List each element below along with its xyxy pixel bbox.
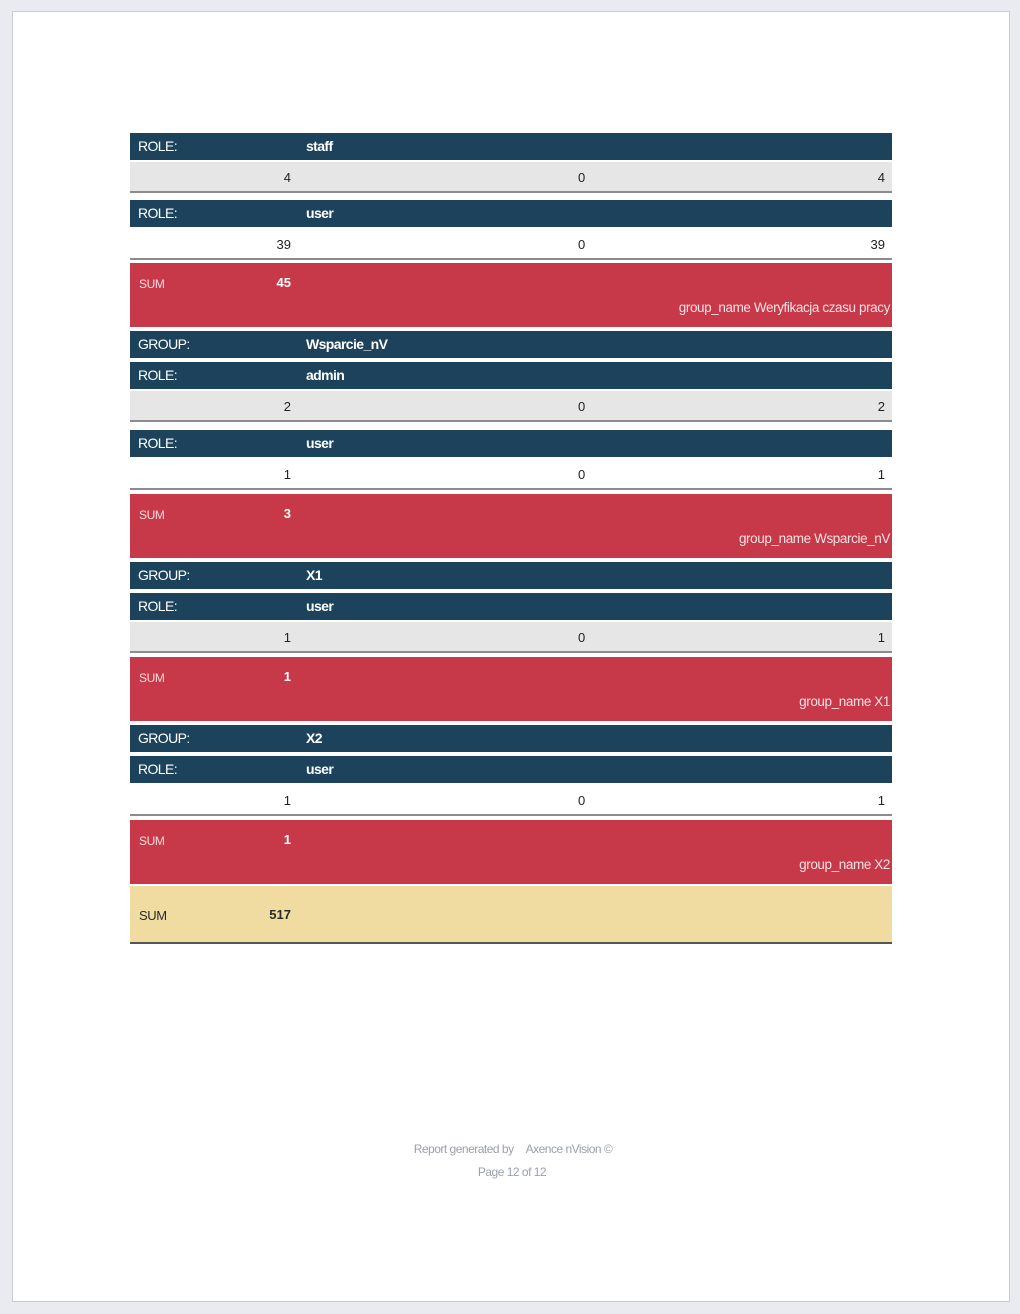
data-cell-2: 0 — [578, 467, 586, 482]
role-header-row — [130, 200, 892, 227]
data-cell-1: 1 — [283, 793, 291, 808]
role-label: ROLE: — [138, 761, 178, 777]
data-cell-3: 1 — [877, 630, 885, 645]
role-header-row — [130, 362, 892, 389]
group-header-row — [130, 725, 892, 752]
role-value: user — [306, 598, 334, 614]
role-label: ROLE: — [138, 435, 178, 451]
data-cell-3: 1 — [877, 467, 885, 482]
data-cell-3: 1 — [877, 793, 885, 808]
data-cell-2: 0 — [578, 237, 586, 252]
data-row — [130, 785, 892, 816]
sum-value: 45 — [276, 275, 291, 290]
group-value: X2 — [306, 730, 322, 746]
sum-value: 1 — [283, 669, 291, 684]
data-cell-1: 1 — [283, 467, 291, 482]
role-value: staff — [306, 138, 333, 154]
data-cell-2: 0 — [578, 630, 586, 645]
role-header-row — [130, 133, 892, 160]
group-sum-row — [130, 263, 892, 327]
report-page — [12, 11, 1010, 1302]
role-value: user — [306, 205, 334, 221]
data-cell-1: 4 — [283, 170, 291, 185]
group-label: GROUP: — [138, 730, 190, 746]
role-header-row — [130, 593, 892, 620]
group-header-row — [130, 331, 892, 358]
group-label: GROUP: — [138, 336, 190, 352]
footer-brand: Axence nVision © — [525, 1142, 613, 1156]
sum-group-name: group_name Wsparcie_nV — [738, 531, 890, 546]
data-cell-2: 0 — [578, 170, 586, 185]
sum-value: 3 — [283, 506, 291, 521]
data-row — [130, 162, 892, 193]
footer-page-number: Page 12 of 12 — [477, 1165, 547, 1179]
role-value: user — [306, 435, 334, 451]
data-row — [130, 622, 892, 653]
group-header-row — [130, 562, 892, 589]
data-cell-3: 39 — [870, 237, 885, 252]
sum-group-name: group_name X2 — [799, 857, 890, 872]
sum-group-name: group_name X1 — [799, 694, 890, 709]
sum-value: 1 — [283, 832, 291, 847]
total-label: SUM — [139, 908, 167, 923]
footer-generated-by: Report generated by — [413, 1142, 514, 1156]
group-sum-row — [130, 820, 892, 884]
role-label: ROLE: — [138, 367, 178, 383]
data-cell-1: 39 — [276, 237, 291, 252]
grand-total-row — [130, 886, 892, 944]
report-table — [130, 133, 892, 944]
data-cell-1: 1 — [283, 630, 291, 645]
sum-label: SUM — [139, 834, 165, 848]
data-cell-3: 4 — [877, 170, 885, 185]
role-value: admin — [306, 367, 345, 383]
sum-label: SUM — [139, 508, 165, 522]
role-label: ROLE: — [138, 205, 178, 221]
data-row — [130, 391, 892, 422]
group-value: X1 — [306, 567, 322, 583]
report-footer — [13, 1142, 1011, 1179]
data-row — [130, 229, 892, 260]
total-value: 517 — [269, 907, 291, 922]
role-value: user — [306, 761, 334, 777]
data-cell-2: 0 — [578, 793, 586, 808]
data-cell-2: 0 — [578, 399, 586, 414]
group-value: Wsparcie_nV — [306, 336, 388, 352]
group-label: GROUP: — [138, 567, 190, 583]
data-cell-3: 2 — [877, 399, 885, 414]
data-row — [130, 459, 892, 490]
sum-label: SUM — [139, 671, 165, 685]
role-header-row — [130, 430, 892, 457]
group-sum-row — [130, 657, 892, 721]
role-label: ROLE: — [138, 598, 178, 614]
group-sum-row — [130, 494, 892, 558]
sum-group-name: group_name Weryfikacja czasu pracy — [678, 300, 890, 315]
sum-label: SUM — [139, 277, 165, 291]
data-cell-1: 2 — [283, 399, 291, 414]
role-header-row — [130, 756, 892, 783]
role-label: ROLE: — [138, 138, 178, 154]
